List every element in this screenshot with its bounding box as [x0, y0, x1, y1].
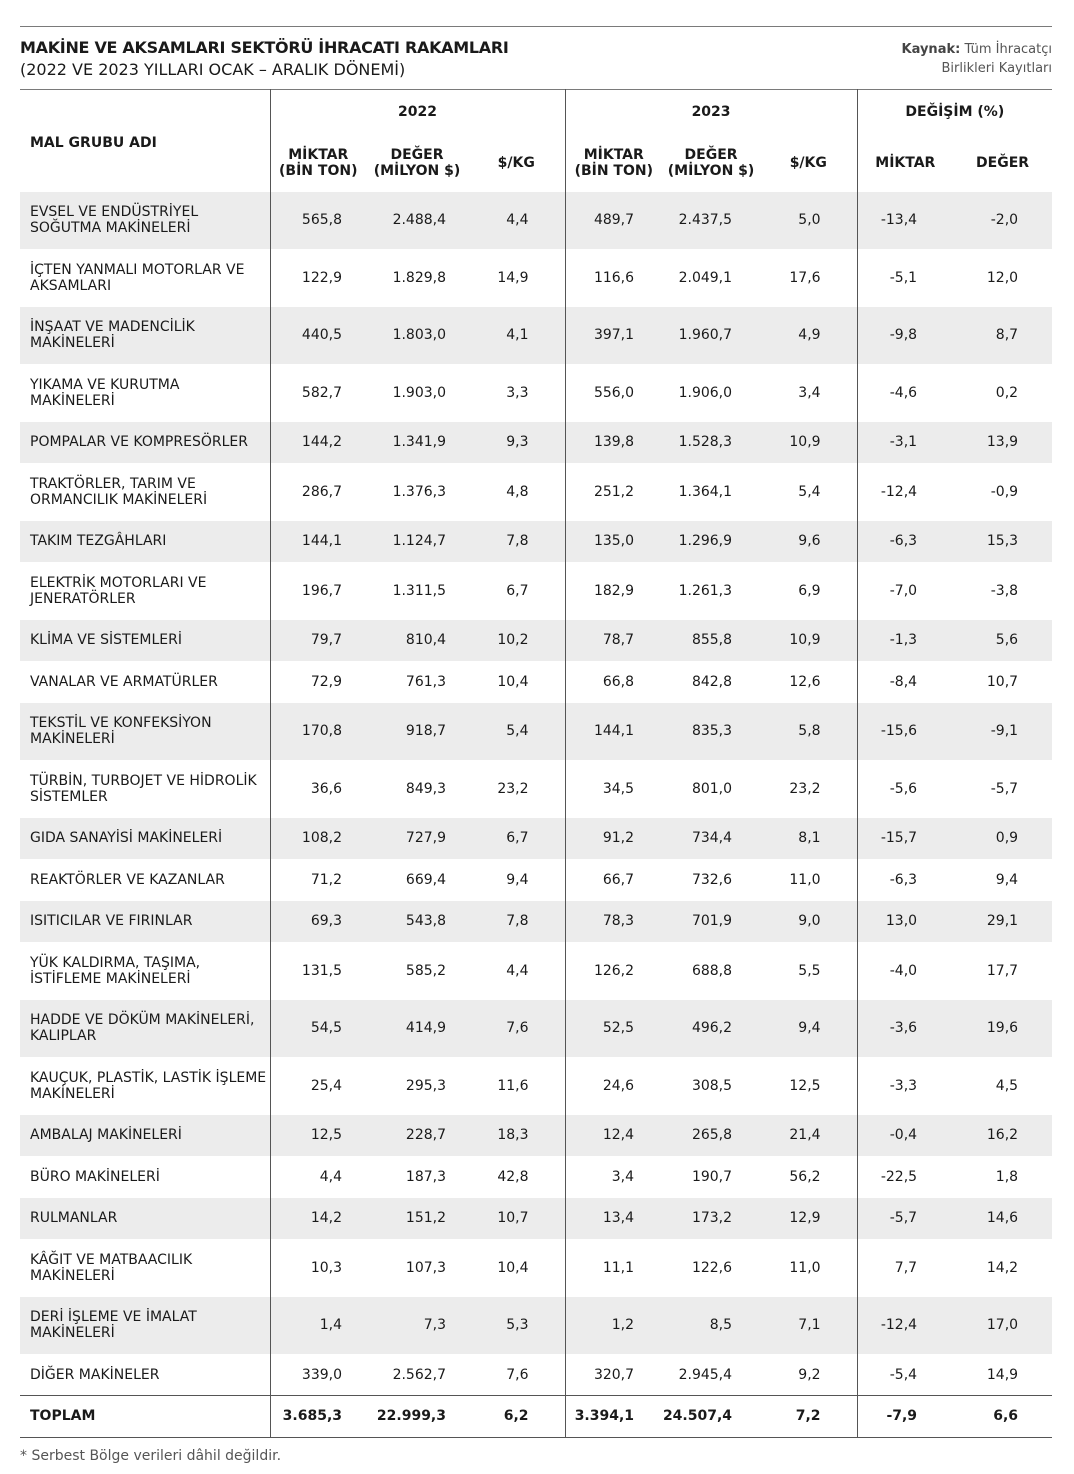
cell-value-2023: 1.296,9	[662, 521, 760, 563]
cell-value-2023: 2.945,4	[678, 1366, 733, 1383]
table-row	[20, 192, 1052, 250]
cell-value-2023: 1.364,1	[678, 483, 733, 500]
cell-perkg-2022: 4,1	[468, 307, 565, 365]
product-group-name: ELEKTRİK MOTORLARI VE JENERATÖRLER	[30, 574, 207, 607]
cell-perkg-2022: 9,4	[506, 871, 529, 888]
cell-change-qty: -5,7	[857, 1198, 953, 1240]
total-value-2022: 22.999,3	[366, 1396, 468, 1438]
top-rule	[20, 26, 1052, 27]
cell-qty-2022: 14,2	[270, 1198, 366, 1240]
cell-perkg-2022: 42,8	[497, 1168, 529, 1185]
table-row	[20, 661, 1052, 703]
cell-perkg-2023: 7,1	[760, 1297, 857, 1355]
cell-change-value: 1,8	[995, 1168, 1019, 1185]
cell-qty-2023: 12,4	[565, 1115, 662, 1157]
cell-qty-2023: 182,9	[565, 562, 662, 620]
cell-perkg-2022: 6,7	[506, 582, 529, 599]
cell-qty-2023: 320,7	[565, 1354, 662, 1396]
cell-value-2022: 1.903,0	[392, 384, 446, 401]
cell-perkg-2022: 7,8	[468, 901, 565, 943]
cell-perkg-2023: 10,9	[760, 422, 857, 464]
cell-value-2022: 543,8	[366, 901, 468, 943]
cell-qty-2022: 36,6	[270, 760, 366, 818]
cell-qty-2023: 116,6	[565, 249, 662, 307]
header-perkg-2023: $/KG	[789, 154, 827, 171]
cell-perkg-2022: 7,6	[468, 1000, 565, 1058]
cell-change-qty: -4,6	[857, 364, 953, 422]
total-perkg-2023: 7,2	[760, 1396, 857, 1438]
cell-value-2022: 669,4	[405, 871, 446, 888]
cell-value-2022: 2.488,4	[366, 192, 468, 250]
cell-change-value: 15,3	[953, 521, 1052, 563]
cell-value-2023: 1.528,3	[662, 422, 760, 464]
header-qty-2022: MİKTAR (BİN TON)	[270, 134, 366, 192]
cell-change-value: 12,0	[986, 269, 1019, 286]
cell-qty-2022: 4,4	[270, 1156, 366, 1198]
table-row	[20, 463, 1052, 521]
cell-perkg-2023: 11,0	[789, 871, 821, 888]
cell-change-value: 14,6	[953, 1198, 1052, 1240]
cell-qty-2022: 12,5	[270, 1115, 366, 1157]
cell-change-value: -5,7	[990, 780, 1019, 797]
cell-change-value: -2,0	[953, 192, 1052, 250]
cell-change-value: 10,7	[986, 673, 1019, 690]
cell-perkg-2022: 7,8	[468, 521, 565, 563]
product-group-name: DİĞER MAKİNELER	[30, 1366, 160, 1383]
cell-qty-2022: 286,7	[270, 463, 366, 521]
cell-qty-2022: 565,8	[270, 192, 366, 250]
cell-qty-2023: 1,2	[565, 1297, 662, 1355]
cell-value-2023: 701,9	[662, 901, 760, 943]
product-group-name: YÜK KALDIRMA, TAŞIMA, İSTİFLEME MAKİNELERİ	[30, 954, 201, 987]
total-value-2023: 24.507,4	[662, 1396, 760, 1438]
cell-value-2022: 151,2	[366, 1198, 468, 1240]
source-line2: Birlikleri Kayıtları	[941, 61, 1052, 76]
source-note	[902, 40, 1052, 78]
cell-change-value: 29,1	[953, 901, 1052, 943]
cell-perkg-2023: 9,6	[760, 521, 857, 563]
cell-change-qty: -3,6	[857, 1000, 953, 1058]
cell-value-2022: 1.311,5	[392, 582, 446, 599]
total-change-value: 6,6	[953, 1396, 1052, 1438]
cell-perkg-2022: 3,3	[506, 384, 529, 401]
table-body	[20, 192, 1052, 1438]
cell-value-2022: 1.829,8	[392, 269, 446, 286]
cell-value-2023: 265,8	[662, 1115, 760, 1157]
cell-value-2022: 585,2	[405, 962, 446, 979]
table-row	[20, 942, 1052, 1000]
cell-qty-2023: 3,4	[565, 1156, 662, 1198]
cell-perkg-2022: 4,4	[468, 192, 565, 250]
cell-qty-2023: 66,7	[565, 859, 662, 901]
cell-perkg-2022: 10,7	[468, 1198, 565, 1240]
cell-value-2023: 801,0	[691, 780, 733, 797]
cell-qty-2022: 196,7	[270, 562, 366, 620]
cell-change-qty: -0,4	[857, 1115, 953, 1157]
product-group-name: TRAKTÖRLER, TARIM VE ORMANCILIK MAKİNELERİ	[30, 475, 208, 508]
cell-value-2022: 1.341,9	[366, 422, 468, 464]
cell-perkg-2023: 12,9	[760, 1198, 857, 1240]
cell-change-qty: -6,3	[857, 521, 953, 563]
page-title: MAKİNE VE AKSAMLARI SEKTÖRÜ İHRACATI RAKAMLARI	[20, 38, 509, 57]
cell-value-2023: 1.906,0	[678, 384, 733, 401]
cell-value-2022: 810,4	[366, 620, 468, 662]
cell-perkg-2023: 23,2	[789, 780, 821, 797]
cell-change-qty: -6,3	[857, 859, 953, 901]
cell-change-qty: -4,0	[857, 942, 953, 1000]
cell-value-2022: 727,9	[366, 818, 468, 860]
cell-value-2022: 107,3	[405, 1259, 446, 1276]
product-group-name: KÂĞIT VE MATBAACILIK MAKİNELERİ	[30, 1251, 193, 1284]
cell-value-2023: 190,7	[691, 1168, 733, 1185]
source-line1: Tüm İhracatçı	[964, 42, 1052, 57]
cell-change-qty: -5,1	[857, 249, 953, 307]
header-value-2022: DEĞER (MİLYON $)	[373, 146, 461, 179]
cell-perkg-2023: 10,9	[760, 620, 857, 662]
cell-change-value: -3,8	[990, 582, 1019, 599]
cell-change-qty: -15,6	[857, 703, 953, 761]
product-group-name: TÜRBİN, TURBOJET VE HİDROLİK SİSTEMLER	[30, 772, 257, 805]
cell-change-qty: 7,7	[857, 1239, 953, 1297]
cell-qty-2022: 144,1	[270, 521, 366, 563]
cell-perkg-2022: 4,4	[506, 962, 529, 979]
cell-value-2022: 7,3	[366, 1297, 468, 1355]
table-row	[20, 307, 1052, 365]
cell-change-qty: -8,4	[857, 661, 953, 703]
cell-perkg-2022: 14,9	[497, 269, 529, 286]
cell-change-qty: -15,7	[857, 818, 953, 860]
header-perkg-2022: $/KG	[497, 154, 535, 171]
header-product-group: MAL GRUBU ADI	[30, 135, 157, 151]
table-row	[20, 1198, 1052, 1240]
cell-qty-2023: 78,3	[565, 901, 662, 943]
table-row	[20, 521, 1052, 563]
cell-perkg-2023: 12,5	[789, 1077, 821, 1094]
cell-qty-2023: 126,2	[565, 942, 662, 1000]
cell-value-2022: 228,7	[366, 1115, 468, 1157]
table-row	[20, 859, 1052, 901]
table-row	[20, 901, 1052, 943]
cell-qty-2022: 108,2	[270, 818, 366, 860]
cell-perkg-2023: 6,9	[798, 582, 821, 599]
cell-perkg-2022: 10,2	[468, 620, 565, 662]
cell-value-2023: 8,5	[662, 1297, 760, 1355]
product-group-name: KLİMA VE SİSTEMLERİ	[20, 620, 270, 662]
cell-qty-2023: 78,7	[565, 620, 662, 662]
cell-change-qty: -13,4	[857, 192, 953, 250]
cell-value-2023: 122,6	[691, 1259, 733, 1276]
cell-change-qty: -22,5	[857, 1156, 953, 1198]
cell-change-value: 0,2	[995, 384, 1019, 401]
cell-perkg-2022: 10,4	[497, 1259, 529, 1276]
cell-change-value: 14,2	[986, 1259, 1019, 1276]
cell-qty-2022: 71,2	[270, 859, 366, 901]
cell-perkg-2023: 5,5	[798, 962, 821, 979]
total-perkg-2022: 6,2	[468, 1396, 565, 1438]
cell-change-value: 13,9	[953, 422, 1052, 464]
cell-perkg-2022: 23,2	[497, 780, 529, 797]
cell-qty-2022: 79,7	[270, 620, 366, 662]
cell-perkg-2023: 5,8	[760, 703, 857, 761]
cell-change-qty: -12,4	[857, 1297, 953, 1355]
cell-perkg-2022: 6,7	[468, 818, 565, 860]
cell-change-qty: -5,6	[857, 760, 953, 818]
cell-qty-2023: 34,5	[565, 760, 662, 818]
total-qty-2022: 3.685,3	[270, 1396, 366, 1438]
cell-qty-2022: 54,5	[270, 1000, 366, 1058]
cell-qty-2023: 52,5	[565, 1000, 662, 1058]
cell-qty-2023: 91,2	[565, 818, 662, 860]
cell-value-2023: 1.960,7	[662, 307, 760, 365]
table-row	[20, 562, 1052, 620]
cell-change-qty: 13,0	[857, 901, 953, 943]
cell-change-value: 4,5	[995, 1077, 1019, 1094]
cell-perkg-2023: 3,4	[798, 384, 821, 401]
export-table	[20, 89, 1052, 1438]
cell-qty-2023: 135,0	[565, 521, 662, 563]
product-group-name: AMBALAJ MAKİNELERİ	[20, 1115, 270, 1157]
cell-change-value: 14,9	[986, 1366, 1019, 1383]
table-row	[20, 1354, 1052, 1396]
cell-change-value: 8,7	[953, 307, 1052, 365]
cell-perkg-2022: 11,6	[497, 1077, 529, 1094]
cell-qty-2023: 144,1	[565, 703, 662, 761]
table-row	[20, 1000, 1052, 1058]
cell-perkg-2022: 10,4	[497, 673, 529, 690]
cell-perkg-2022: 18,3	[468, 1115, 565, 1157]
cell-value-2023: 2.437,5	[662, 192, 760, 250]
export-table-wrapper	[20, 89, 1052, 1438]
product-group-name: DERİ İŞLEME VE İMALAT MAKİNELERİ	[20, 1297, 270, 1355]
table-row	[20, 703, 1052, 761]
cell-value-2023: 1.261,3	[678, 582, 733, 599]
cell-change-qty: -3,3	[857, 1057, 953, 1115]
cell-value-2023: 688,8	[691, 962, 733, 979]
cell-value-2022: 1.124,7	[366, 521, 468, 563]
cell-perkg-2022: 4,8	[506, 483, 529, 500]
cell-qty-2022: 1,4	[270, 1297, 366, 1355]
product-group-name: POMPALAR VE KOMPRESÖRLER	[20, 422, 270, 464]
cell-qty-2022: 72,9	[270, 661, 366, 703]
product-group-name: İNŞAAT VE MADENCİLİK MAKİNELERİ	[20, 307, 270, 365]
total-qty-2023: 3.394,1	[565, 1396, 662, 1438]
cell-qty-2022: 131,5	[270, 942, 366, 1000]
cell-change-qty: -9,8	[857, 307, 953, 365]
cell-value-2023: 842,8	[691, 673, 733, 690]
cell-perkg-2023: 21,4	[760, 1115, 857, 1157]
table-row	[20, 364, 1052, 422]
product-group-name: RULMANLAR	[20, 1198, 270, 1240]
cell-qty-2022: 339,0	[270, 1354, 366, 1396]
cell-value-2022: 761,3	[405, 673, 446, 690]
cell-perkg-2023: 8,1	[760, 818, 857, 860]
cell-value-2022: 849,3	[405, 780, 446, 797]
total-row	[20, 1396, 1052, 1438]
cell-value-2023: 308,5	[691, 1077, 733, 1094]
cell-change-value: 16,2	[953, 1115, 1052, 1157]
cell-value-2022: 187,3	[405, 1168, 446, 1185]
cell-change-qty: -12,4	[857, 463, 953, 521]
product-group-name: YIKAMA VE KURUTMA MAKİNELERİ	[30, 376, 180, 409]
header-change-value: DEĞER	[976, 154, 1030, 171]
cell-change-value: 19,6	[953, 1000, 1052, 1058]
table-row	[20, 760, 1052, 818]
cell-value-2022: 1.803,0	[366, 307, 468, 365]
header-change: DEĞİŞİM (%)	[857, 90, 1052, 134]
cell-change-value: 0,9	[953, 818, 1052, 860]
cell-perkg-2023: 4,9	[760, 307, 857, 365]
cell-change-value: 17,0	[953, 1297, 1052, 1355]
product-group-name: İÇTEN YANMALI MOTORLAR VE AKSAMLARI	[30, 261, 245, 294]
cell-change-value: 9,4	[995, 871, 1019, 888]
cell-qty-2023: 13,4	[565, 1198, 662, 1240]
cell-perkg-2022: 9,3	[468, 422, 565, 464]
cell-qty-2023: 66,8	[565, 661, 662, 703]
total-label: TOPLAM	[20, 1396, 270, 1438]
cell-value-2023: 496,2	[662, 1000, 760, 1058]
cell-perkg-2023: 9,0	[760, 901, 857, 943]
table-row	[20, 1156, 1052, 1198]
cell-qty-2023: 556,0	[565, 364, 662, 422]
cell-value-2023: 173,2	[662, 1198, 760, 1240]
cell-qty-2023: 24,6	[565, 1057, 662, 1115]
table-row	[20, 1057, 1052, 1115]
cell-change-qty: -1,3	[857, 620, 953, 662]
product-group-name: GIDA SANAYİSİ MAKİNELERİ	[20, 818, 270, 860]
cell-perkg-2023: 9,4	[760, 1000, 857, 1058]
cell-perkg-2023: 12,6	[789, 673, 821, 690]
product-group-name: TAKIM TEZGÂHLARI	[20, 521, 270, 563]
page-subtitle: (2022 VE 2023 YILLARI OCAK – ARALIK DÖNEMİ)	[20, 60, 406, 79]
cell-qty-2022: 69,3	[270, 901, 366, 943]
cell-value-2023: 835,3	[662, 703, 760, 761]
product-group-name: BÜRO MAKİNELERİ	[30, 1168, 160, 1185]
cell-value-2023: 2.049,1	[678, 269, 733, 286]
cell-perkg-2023: 11,0	[789, 1259, 821, 1276]
product-group-name: KAUÇUK, PLASTİK, LASTİK İŞLEME MAKİNELERİ	[30, 1069, 267, 1102]
cell-value-2022: 414,9	[366, 1000, 468, 1058]
product-group-name: ISITICILAR VE FIRINLAR	[20, 901, 270, 943]
cell-change-value: 17,7	[986, 962, 1019, 979]
table-row	[20, 1115, 1052, 1157]
cell-value-2022: 918,7	[366, 703, 468, 761]
cell-qty-2022: 122,9	[270, 249, 366, 307]
header-year-2022: 2022	[270, 90, 565, 134]
product-group-name: REAKTÖRLER VE KAZANLAR	[30, 871, 225, 888]
cell-perkg-2023: 9,2	[798, 1366, 821, 1383]
cell-value-2023: 734,4	[662, 818, 760, 860]
cell-qty-2022: 440,5	[270, 307, 366, 365]
cell-qty-2023: 489,7	[565, 192, 662, 250]
cell-perkg-2022: 5,4	[468, 703, 565, 761]
cell-change-value: -0,9	[990, 483, 1019, 500]
product-group-name: HADDE VE DÖKÜM MAKİNELERİ, KALIPLAR	[20, 1000, 270, 1058]
cell-qty-2022: 144,2	[270, 422, 366, 464]
cell-change-qty: -7,0	[857, 562, 953, 620]
header-row-groups	[20, 90, 1052, 134]
cell-change-qty: -3,1	[857, 422, 953, 464]
cell-value-2023: 732,6	[691, 871, 733, 888]
cell-perkg-2023: 56,2	[789, 1168, 821, 1185]
table-row	[20, 818, 1052, 860]
header-value-2023: DEĞER (MİLYON $)	[667, 146, 755, 179]
header-qty-2023: MİKTAR (BİN TON)	[565, 134, 662, 192]
cell-value-2022: 2.562,7	[392, 1366, 446, 1383]
cell-perkg-2022: 5,3	[468, 1297, 565, 1355]
header-change-qty: MİKTAR	[857, 134, 953, 192]
cell-value-2022: 295,3	[405, 1077, 446, 1094]
table-row	[20, 620, 1052, 662]
cell-qty-2023: 11,1	[565, 1239, 662, 1297]
cell-change-qty: -5,4	[857, 1354, 953, 1396]
footnote: * Serbest Bölge verileri dâhil değildir.	[20, 1448, 282, 1464]
cell-change-value: 5,6	[953, 620, 1052, 662]
cell-qty-2023: 139,8	[565, 422, 662, 464]
cell-perkg-2023: 17,6	[789, 269, 821, 286]
product-group-name: TEKSTİL VE KONFEKSİYON MAKİNELERİ	[20, 703, 270, 761]
table-row	[20, 1239, 1052, 1297]
table-row	[20, 249, 1052, 307]
cell-change-value: -9,1	[953, 703, 1052, 761]
source-label: Kaynak:	[901, 42, 961, 57]
product-group-name: EVSEL VE ENDÜSTRİYEL SOĞUTMA MAKİNELERİ	[20, 192, 270, 250]
cell-qty-2022: 10,3	[270, 1239, 366, 1297]
total-change-qty: -7,9	[857, 1396, 953, 1438]
cell-qty-2022: 25,4	[270, 1057, 366, 1115]
cell-value-2023: 855,8	[662, 620, 760, 662]
table-row	[20, 1297, 1052, 1355]
header-year-2023: 2023	[565, 90, 857, 134]
cell-perkg-2023: 5,0	[760, 192, 857, 250]
cell-qty-2022: 582,7	[270, 364, 366, 422]
cell-qty-2023: 251,2	[565, 463, 662, 521]
table-row	[20, 422, 1052, 464]
cell-perkg-2022: 7,6	[506, 1366, 529, 1383]
cell-value-2022: 1.376,3	[392, 483, 446, 500]
product-group-name: VANALAR VE ARMATÜRLER	[30, 673, 218, 690]
cell-perkg-2023: 5,4	[798, 483, 821, 500]
cell-qty-2023: 397,1	[565, 307, 662, 365]
cell-qty-2022: 170,8	[270, 703, 366, 761]
